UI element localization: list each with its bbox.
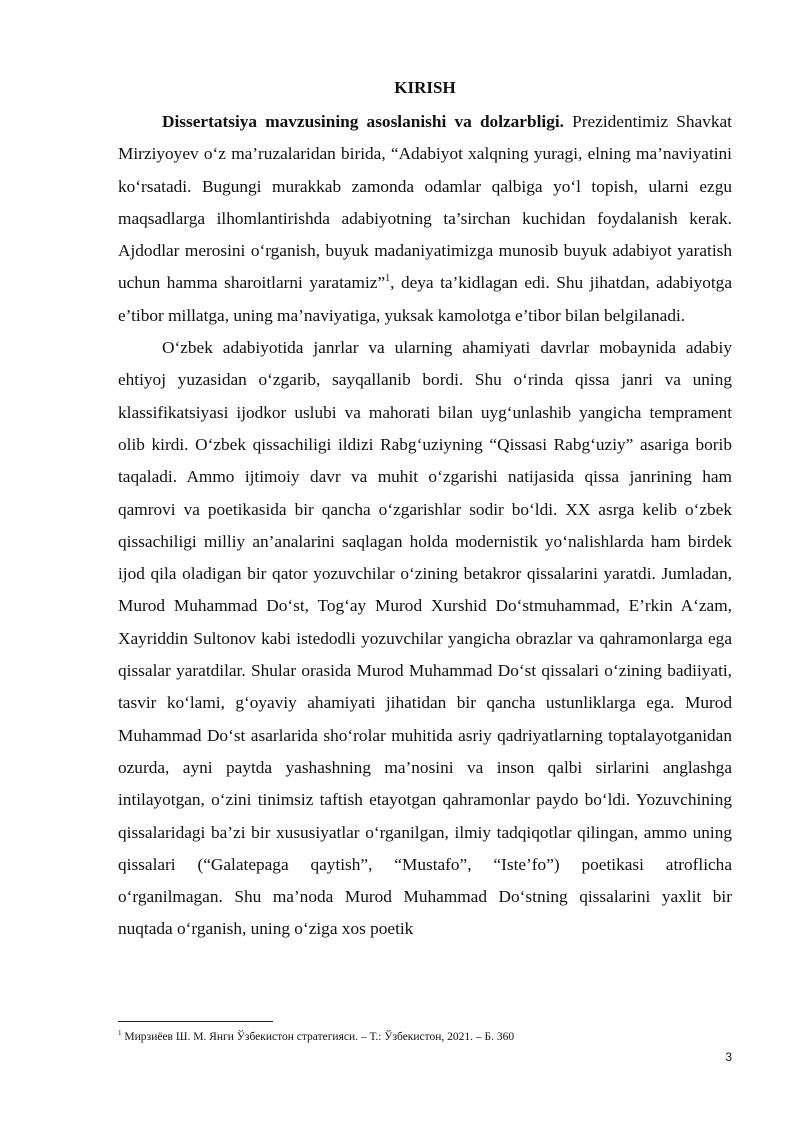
footnote-reference[interactable]: 1 [385, 273, 391, 285]
paragraph-genre: O‘zbek adabiyotida janrlar va ularning ahamiyati davrlar mobaynida adabiy ehtiyoj yuzasidan o‘zgarib, sayqallanib bordi. Shu o‘rinda qissa janri va uning klassifikatsiyasi ijodkor uslubi va mahorati bilan uyg‘unlashib yangicha temprament olib kirdi. O‘zbek qissachiligi ildizi Rabg‘uziyning “Qissasi Rabg‘uziy” asariga borib taqaladi. Ammo ijtimoiy davr va muhit o‘zgarishi natijasida qissa janrining ham qamrovi va poetikasida bir qancha o‘zgarishlar sodir bo‘ldi. XX asrga kelib o‘zbek qissachiligi milliy an’analarini saqlagan holda modernistik yo‘nalishlarda ham birdek ijod qila oladigan bir qator yozuvchilar o‘zining betakror qissalarini yaratdi. Jumladan, Murod Muhammad Do‘st, Tog‘ay Murod Xurshid Do‘stmuhammad, E’rkin A‘zam, Xayriddin Sultonov kabi istedodli yozuvchilar yangicha obrazlar va qahramonlarga ega qissalar yaratdilar. Shular orasida Murod Muhammad Do‘st qissalari o‘zining badiiyati, tasvir ko‘lami, g‘oyaviy ahamiyati jihatidan bir qancha ustunliklarga ega. Murod Muhammad Do‘st asarlarida sho‘rolar muhitida asriy qadriyatlarning toptalayotganidan ozurda, ayni paytda yashashning ma’nosini va inson qalbi sirlarini anglashga intilayotgan, o‘zini tinimsiz taftish etayotgan qahramonlar paydo bo‘ldi. Yozuvchining qissalaridagi ba’zi bir xususiyatlar o‘rganilgan, ilmiy tadqiqotlar qilingan, ammo uning qissalari (“Galatepaga qaytish”, “Mustafo”, “Iste’fo”) poetikasi atroflicha o‘rganilmagan. Shu ma’noda Murod Muhammad Do‘stning qissalarini yaxlit bir nuqtada o‘rganish, uning o‘ziga xos poetik [118, 338, 732, 939]
footnote [118, 1030, 732, 1044]
page-number: 3 [725, 1050, 732, 1064]
body-text [118, 106, 732, 946]
paragraph-intro [118, 106, 732, 332]
footnote-text: Мирзиёев Ш. М. Янги Ўзбекистон стратегияси. – Т.: Ўзбекистон, 2021. – Б. 360 [121, 1031, 515, 1043]
paragraph-intro-text: Prezidentimiz Shavkat Mirziyoyev o‘z ma’ruzalaridan birida, “Adabiyot xalqning yuragi, elning ma’naviyatini ko‘rsatadi. Bugungi murakkab zamonda odamlar qalbiga yo‘l topish, ularni ezgu maqsadlarga ilhomlantirishda adabiyotning ta’sirchan kuchidan foydalanish kerak. Ajdodlar merosini o‘rganish, buyuk madaniyatimizga munosib buyuk adabiyot yaratish uchun hamma sharoitlarni yaratamiz” [118, 112, 732, 293]
footnote-marker: 1 [118, 1029, 122, 1038]
paragraph-lead-bold: Dissertatsiya mavzusining asoslanishi va dolzarbligi. [162, 112, 564, 131]
paragraph-intro-continuation: , deya ta’kidlagan edi. Shu jihatdan, adabiyotga e’tibor millatga, uning ma’naviyatiga, yuksak kamolotga e’tibor bilan belgilanadi. [118, 273, 732, 325]
footnote-separator [118, 1021, 273, 1022]
section-heading: KIRISH [394, 78, 456, 97]
